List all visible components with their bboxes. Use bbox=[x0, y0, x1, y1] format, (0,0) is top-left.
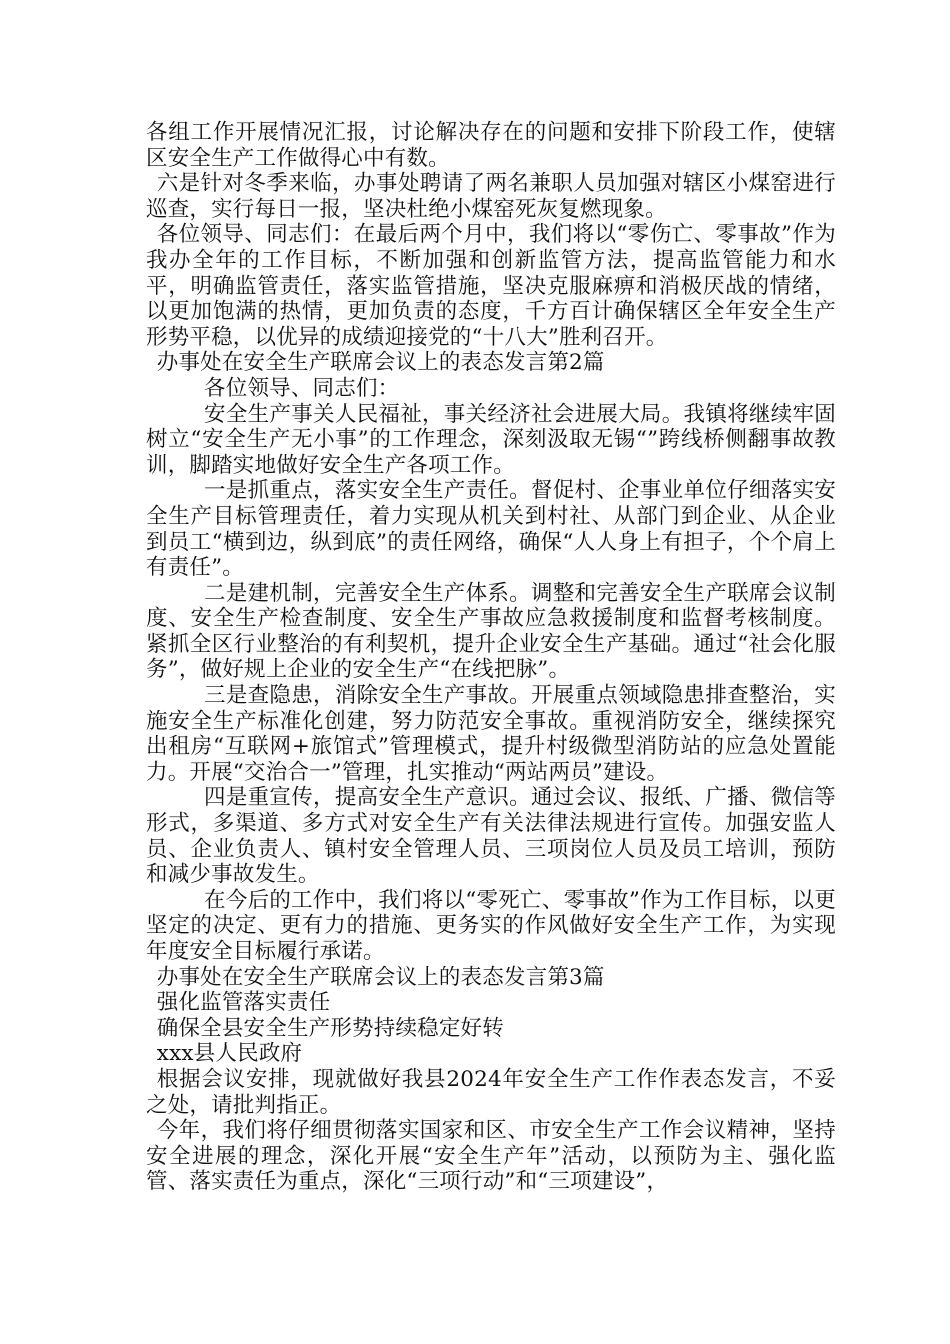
speech-title-line-1: 强化监管落实责任 bbox=[156, 990, 331, 1016]
paragraph-coal-mine-patrol: 六是针对冬季来临，办事处聘请了两名兼职人员加强对辖区小煤窑进行巡查，实行每日一报，坚决杜绝小煤窑死灰复燃现象。 bbox=[146, 171, 836, 222]
paragraph-work-report: 各组工作开展情况汇报，讨论解决存在的问题和安排下阶段工作，使辖区安全生产工作做得心中有数。 bbox=[146, 120, 836, 171]
section-heading-2: 办事处在安全生产联席会议上的表态发言第2篇 bbox=[156, 350, 605, 376]
speech-author: xxx县人民政府 bbox=[156, 1041, 303, 1067]
section-heading-3: 办事处在安全生产联席会议上的表态发言第3篇 bbox=[156, 964, 605, 990]
paragraph-meeting-arrangement: 根据会议安排，现就做好我县2024年安全生产工作作表态发言，不妥之处，请批判指正。 bbox=[146, 1066, 836, 1118]
paragraph-this-year: 今年，我们将仔细贯彻落实国家和区、市安全生产工作会议精神，坚持安全进展的理念，深化开展“安全生产年”活动，以预防为主、强化监管、落实责任为重点，深化“三项行动”和“三项建设”， bbox=[146, 1118, 836, 1195]
paragraph-point-4: 四是重宣传，提高安全生产意识。通过会议、报纸、广播、微信等形式，多渠道、多方式对安全生产有关法律法规进行宣传。加强安监人员、企业负责人、镇村安全管理人员、三项岗位人员及员工培训，预防和减少事故发生。 bbox=[146, 785, 836, 888]
document-body bbox=[146, 120, 836, 1195]
paragraph-conclusion: 在今后的工作中，我们将以“零死亡、零事故”作为工作目标，以更坚定的决定、更有力的措施、更务实的作风做好安全生产工作，为实现年度安全目标履行承诺。 bbox=[146, 887, 836, 964]
paragraph-intro: 安全生产事关人民福祉，事关经济社会进展大局。我镇将继续牢固树立“安全生产无小事”的工作理念，深刻汲取无锡“”跨线桥侧翻事故教训，脚踏实地做好安全生产各项工作。 bbox=[146, 401, 836, 478]
speech-title-line-2: 确保全县安全生产形势持续稳定好转 bbox=[156, 1015, 504, 1041]
paragraph-point-1: 一是抓重点，落实安全生产责任。督促村、企事业单位仔细落实安全生产目标管理责任，着力实现从机关到村社、从部门到企业、从企业到员工“横到边，纵到底”的责任网络，确保“人人身上有担子，个个肩上有责任”。 bbox=[146, 478, 836, 581]
paragraph-closing-pledge: 各位领导、同志们：在最后两个月中，我们将以“零伤亡、零事故”作为我办全年的工作目标，不断加强和创新监管方法，提高监管能力和水平，明确监管责任，落实监管措施，坚决克服麻痹和消极厌战的情绪，以更加饱满的热情，更加负责的态度，千方百计确保辖区全年安全生产形势平稳，以优异的成绩迎接党的“十八大”胜利召开。 bbox=[146, 222, 836, 350]
paragraph-point-3: 三是查隐患，消除安全生产事故。开展重点领域隐患排查整治，实施安全生产标准化创建，努力防范安全事故。重视消防安全，继续探究出租房“互联网+旅馆式”管理模式，提升村级微型消防站的应急处置能力。开展“交治合一”管理，扎实推动“两站两员”建设。 bbox=[146, 683, 836, 785]
paragraph-greeting: 各位领导、同志们： bbox=[204, 375, 400, 401]
paragraph-point-2: 二是建机制，完善安全生产体系。调整和完善安全生产联席会议制度、安全生产检查制度、安全生产事故应急救援制度和监督考核制度。紧抓全区行业整治的有利契机，提升企业安全生产基础。通过“社会化服务”，做好规上企业的安全生产“在线把脉”。 bbox=[146, 580, 836, 683]
